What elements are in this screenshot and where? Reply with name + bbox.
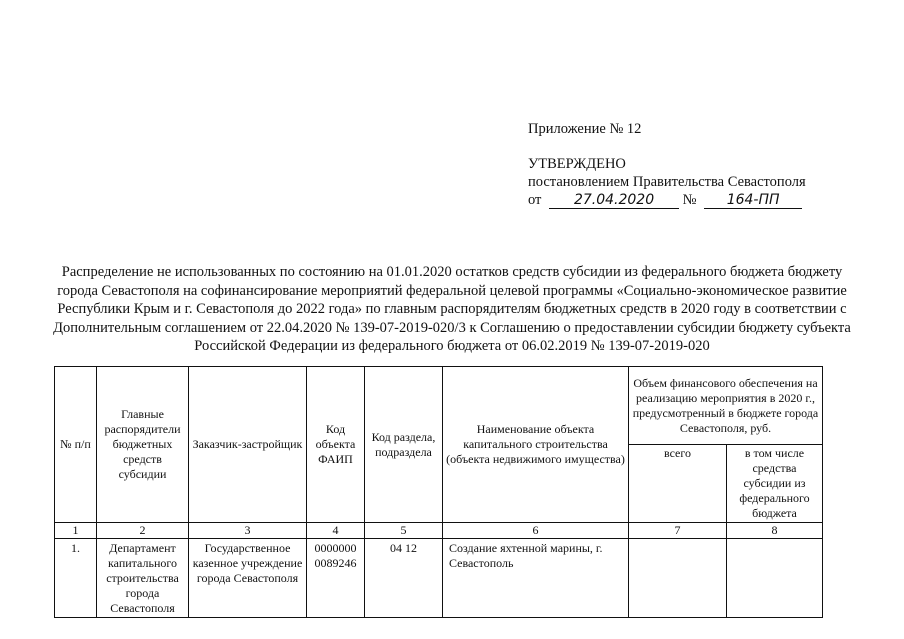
header-volume: Объем финансового обеспечения на реализацию мероприятия в 2020 г., предусмотренный в бюджете города Севастополя, руб. [629,367,823,445]
approved-heading: УТВЕРЖДЕНО [528,156,626,172]
header-row-1 [55,367,823,445]
approval-date-number [528,191,806,209]
col-num-4: 4 [307,523,365,539]
row-object-name: Создание яхтенной марины, г. Севастополь [443,539,629,618]
header-customer: Заказчик-застройщик [189,367,307,523]
appendix-label: Приложение № 12 [528,121,642,137]
col-num-6: 6 [443,523,629,539]
col-num-8: 8 [727,523,823,539]
header-object-name: Наименование объекта капитального строительства (объекта недвижимого имущества) [443,367,629,523]
table-row [55,539,823,618]
col-num-7: 7 [629,523,727,539]
header-faip-code: Код объекта ФАИП [307,367,365,523]
col-num-2: 2 [97,523,189,539]
row-num: 1. [55,539,97,618]
handwritten-date: 27.04.2020 [549,193,679,209]
row-federal [727,539,823,618]
approved-by: постановлением Правительства Севастополя [528,174,806,190]
header-num: № п/п [55,367,97,523]
distribution-table [54,366,823,618]
row-faip-code: 0000000 0089246 [307,539,365,618]
row-customer: Государственное казенное учреждение города Севастополя [189,539,307,618]
row-section-code: 04 12 [365,539,443,618]
col-num-3: 3 [189,523,307,539]
approval-block [528,120,806,209]
column-number-row [55,523,823,539]
row-manager: Департамент капитального строительства города Севастополя [97,539,189,618]
header-total: всего [629,445,727,523]
number-prefix: № [682,192,697,208]
handwritten-number: 164-ПП [704,193,802,209]
row-total [629,539,727,618]
header-section-code: Код раздела, подраздела [365,367,443,523]
header-federal: в том числе средства субсидии из федерального бюджета [727,445,823,523]
document-title: Распределение не использованных по состоянию на 01.01.2020 остатков средств субсидии из федерального бюджета бюджету города Севастополя на софинансирование мероприятий федеральной целевой программы «Социально-экономическое развитие Республики Крым и г. Севастополя до 2022 года» по главным распорядителям бюджетных средств в 2020 году в соответствии с Дополнительным соглашением от 22.04.2020 № 139-07-2019-020/3 к Соглашению о предоставлении субсидии бюджету субъекта Российской Федерации из федерального бюджета от 06.02.2019 № 139-07-2019-020 [53,264,851,354]
col-num-5: 5 [365,523,443,539]
header-managers: Главные распорядители бюджетных средств субсидии [97,367,189,523]
col-num-1: 1 [55,523,97,539]
date-prefix: от [528,192,542,208]
